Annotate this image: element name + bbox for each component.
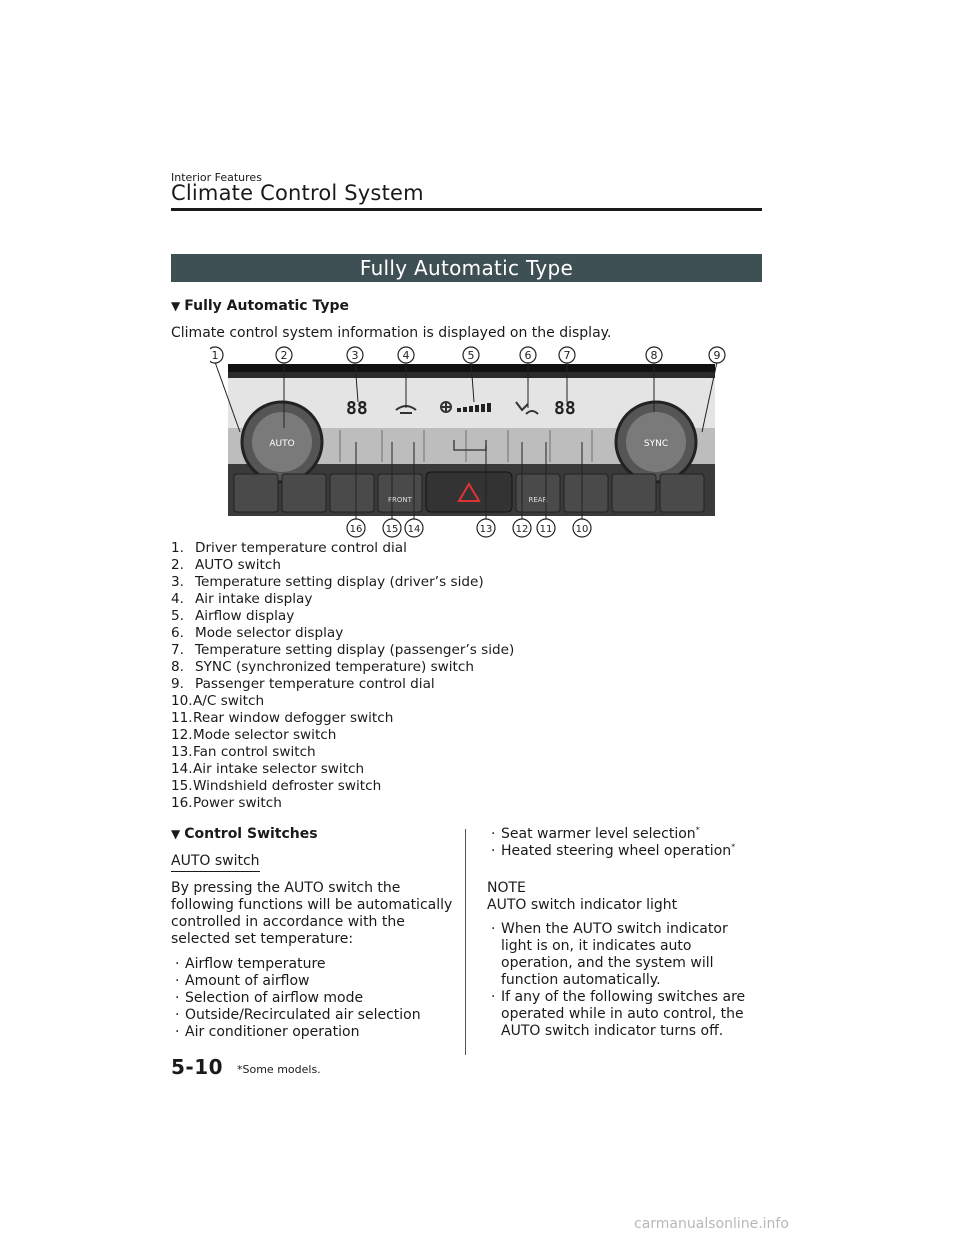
callout-number: 2	[280, 349, 288, 362]
legend-text: Mode selector switch	[193, 727, 337, 743]
callout-number: 9	[713, 349, 721, 362]
legend-item	[171, 727, 514, 744]
triangle-icon: ▼	[171, 299, 181, 313]
legend-number: 1.	[171, 540, 184, 556]
bullet-item: · Selection of airflow mode	[171, 990, 451, 1007]
legend-text: Air intake selector switch	[193, 761, 365, 777]
legend-number: 11.	[171, 710, 193, 726]
triangle-icon: ▼	[171, 827, 181, 841]
legend-text: Air intake display	[195, 591, 313, 607]
auto-switch-description: By pressing the AUTO switch the following functions will be automatically controlled in accordance with the selected set temperature:	[171, 880, 453, 947]
auto-knob-label: AUTO	[269, 439, 295, 449]
callout-number: 6	[524, 349, 532, 362]
column-divider	[465, 829, 466, 1055]
bullet-item: · Air conditioner operation	[171, 1024, 451, 1041]
legend-number: 4.	[171, 591, 184, 607]
subsection-heading-text: Control Switches	[184, 826, 318, 842]
bullet-item	[487, 843, 767, 860]
note-bullet: · If any of the following switches are operated while in auto control, the AUTO switch indicator turns off.	[487, 989, 757, 1040]
legend-item	[171, 710, 514, 727]
legend-number: 7.	[171, 642, 184, 658]
bullet-item: · Amount of airflow	[171, 973, 451, 990]
page-title: Climate Control System	[171, 181, 424, 205]
legend-text: Airflow display	[195, 608, 295, 624]
legend-item	[171, 625, 514, 642]
callout-number: 7	[563, 349, 571, 362]
legend-text: Driver temperature control dial	[195, 540, 407, 556]
intro-text: Climate control system information is displayed on the display.	[171, 325, 612, 341]
hazard-button	[426, 472, 512, 512]
callout-number: 13	[479, 524, 493, 535]
callouts-top	[210, 347, 725, 363]
legend-item	[171, 557, 514, 574]
section-banner: Fully Automatic Type	[171, 254, 762, 282]
callout-number: 1	[211, 349, 219, 362]
callouts-bottom	[347, 519, 591, 537]
legend-number: 8.	[171, 659, 184, 675]
legend-item	[171, 540, 514, 557]
subsection-heading	[171, 298, 349, 314]
front-button-label: FRONT	[388, 496, 412, 504]
legend-text: A/C switch	[193, 693, 265, 709]
legend-item	[171, 591, 514, 608]
note-label: NOTE	[487, 880, 526, 896]
legend-text: Fan control switch	[193, 744, 316, 760]
callout-number: 14	[407, 524, 421, 535]
auto-functions-list	[171, 956, 451, 1041]
passenger-temperature-dial[interactable]	[616, 402, 696, 482]
bullet-text: Heated steering wheel operation	[501, 843, 732, 859]
legend-item	[171, 659, 514, 676]
legend-text: Temperature setting display (driver’s side)	[195, 574, 484, 590]
legend-text: Passenger temperature control dial	[195, 676, 435, 692]
legend-number: 10.	[171, 693, 193, 709]
callout-number: 12	[515, 524, 529, 535]
legend-item	[171, 676, 514, 693]
legend-number: 13.	[171, 744, 193, 760]
legend-number: 15.	[171, 778, 193, 794]
legend-number: 16.	[171, 795, 193, 811]
legend-text: Power switch	[193, 795, 282, 811]
legend-number: 2.	[171, 557, 184, 573]
footnote: *Some models.	[237, 1063, 321, 1076]
callout-number: 16	[349, 524, 363, 535]
callout-number: 10	[575, 524, 589, 535]
bullet-item: · Outside/Recirculated air selection	[171, 1007, 451, 1024]
callout-number: 8	[650, 349, 658, 362]
legend-item	[171, 574, 514, 591]
legend-list	[171, 540, 514, 812]
note-list	[487, 921, 757, 1040]
auto-switch-heading: AUTO switch	[171, 853, 260, 872]
legend-number: 5.	[171, 608, 184, 624]
callout-number: 3	[351, 349, 359, 362]
rear-button-label: REAR	[528, 496, 548, 504]
climate-panel-figure	[210, 342, 728, 540]
watermark: carmanualsonline.info	[634, 1216, 789, 1232]
note-bullet: · When the AUTO switch indicator light is on, it indicates auto operation, and the system will function automatically.	[487, 921, 757, 989]
legend-text: Windshield defroster switch	[193, 778, 382, 794]
bullet-item	[487, 826, 767, 843]
title-rule	[171, 208, 762, 211]
passenger-temp-display: 88	[554, 398, 576, 419]
legend-item	[171, 642, 514, 659]
legend-number: 12.	[171, 727, 193, 743]
bullet-text: Seat warmer level selection	[501, 826, 696, 842]
driver-temp-display: 88	[346, 398, 368, 419]
legend-item	[171, 693, 514, 710]
section-label: Interior Features	[171, 171, 262, 184]
bullet-item: · Airflow temperature	[171, 956, 451, 973]
legend-text: Mode selector display	[195, 625, 344, 641]
legend-text: Temperature setting display (passenger’s side)	[195, 642, 515, 658]
legend-item	[171, 761, 514, 778]
footnote-mark: *	[731, 842, 736, 852]
legend-item	[171, 778, 514, 795]
legend-number: 14.	[171, 761, 193, 777]
callout-number: 5	[467, 349, 475, 362]
legend-item	[171, 608, 514, 625]
legend-number: 6.	[171, 625, 184, 641]
legend-number: 3.	[171, 574, 184, 590]
footnote-mark: *	[695, 825, 700, 835]
sync-knob-label: SYNC	[643, 439, 669, 449]
legend-number: 9.	[171, 676, 184, 692]
fan-icon	[441, 402, 451, 412]
auto-functions-list-continued	[487, 826, 767, 860]
callout-number: 11	[539, 524, 553, 535]
callout-number: 4	[402, 349, 410, 362]
note-subtitle: AUTO switch indicator light	[487, 897, 678, 913]
legend-text: Rear window defogger switch	[193, 710, 394, 726]
legend-text: AUTO switch	[195, 557, 281, 573]
driver-temperature-dial[interactable]	[242, 402, 322, 482]
legend-item	[171, 744, 514, 761]
legend-text: SYNC (synchronized temperature) switch	[195, 659, 474, 675]
subsection-heading-controls	[171, 826, 318, 842]
page-number: 5-10	[171, 1055, 224, 1079]
callout-number: 15	[385, 524, 399, 535]
subsection-heading-text: Fully Automatic Type	[184, 298, 350, 314]
legend-item	[171, 795, 514, 812]
